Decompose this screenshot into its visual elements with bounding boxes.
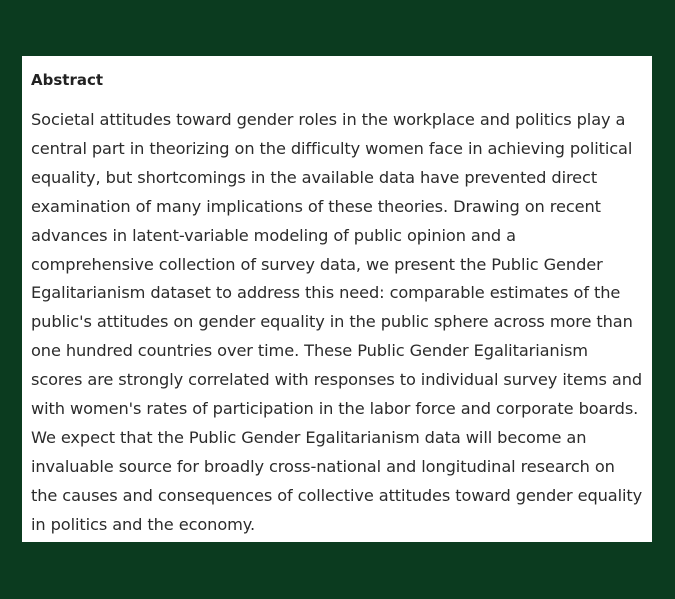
abstract-heading: Abstract <box>31 71 104 89</box>
abstract-card <box>22 56 652 542</box>
abstract-text: Societal attitudes toward gender roles in the workplace and politics play a central part in theorizing on the difficulty women face in achieving political equality, but shortcomings in the available data have prevented direct examination of many implications of these theories. Drawing on recent advances in latent-variable modeling of public opinion and a comprehensive collection of survey data, we present the Public Gender Egalitarianism dataset to address this need: comparable estimates of the public's attitudes on gender equality in the public sphere across more than one hundred countries over time. These Public Gender Egalitarianism scores are strongly correlated with responses to individual survey items and with women's rates of participation in the labor force and corporate boards. We expect that the Public Gender Egalitarianism data will become an invaluable source for broadly cross-national and longitudinal research on the causes and consequences of collective attitudes toward gender equality in politics and the economy. <box>31 110 643 534</box>
